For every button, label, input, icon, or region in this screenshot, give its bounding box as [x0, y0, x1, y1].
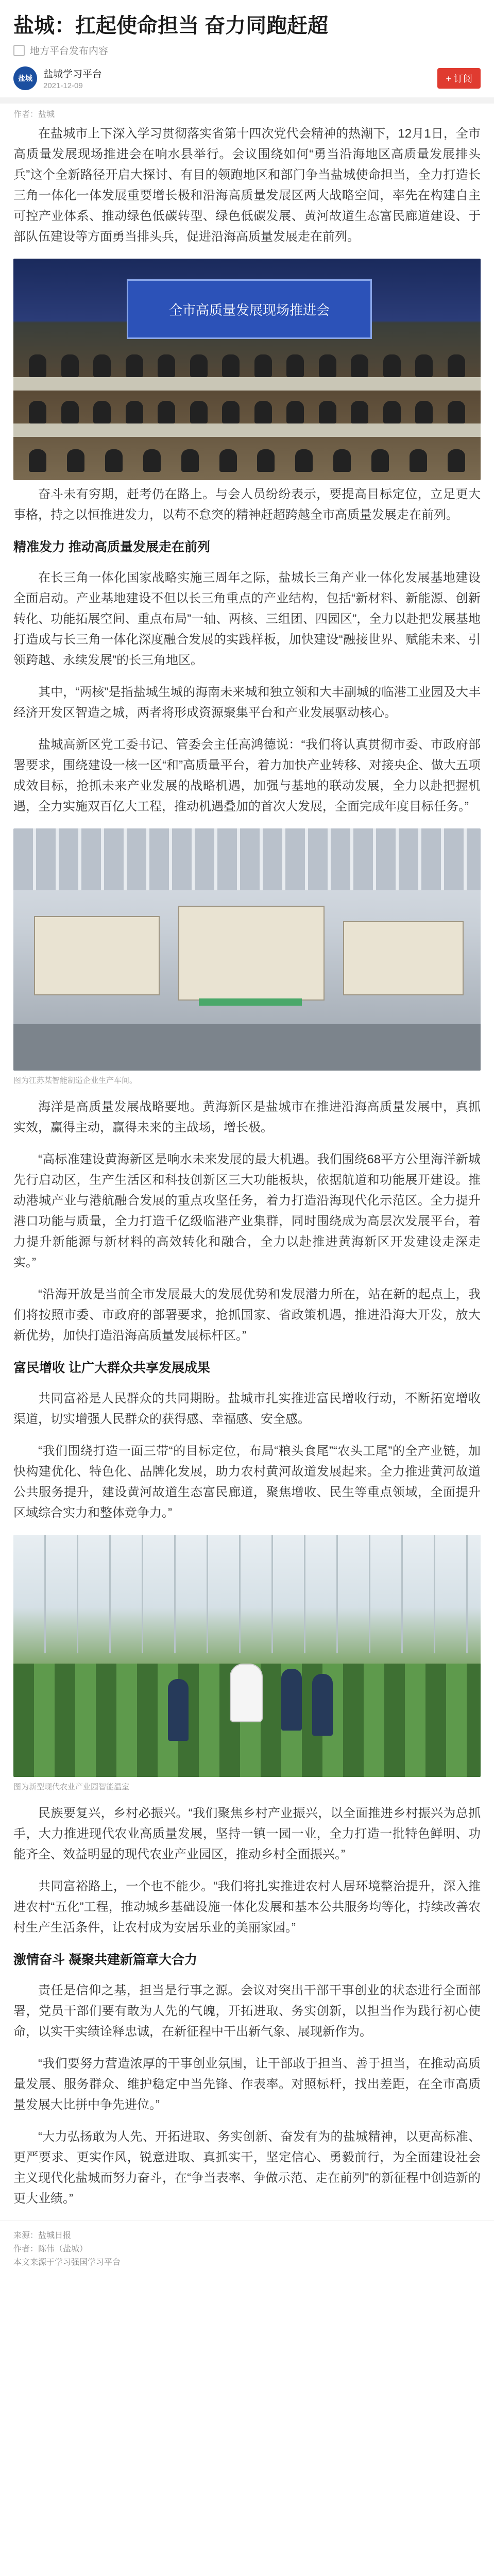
paragraph: 奋斗未有穷期，赶考仍在路上。与会人员纷纷表示，要提高目标定位，立足更大事格，持之以恒推进发力，以苟不怠突的精神赶超跨越全市高质量发展走在前列。: [13, 487, 481, 522]
paragraph: 盐城高新区党工委书记、管委会主任高鸿德说：“我们将认真贯彻市委、市政府部署要求，围绕建设一核一区“和”高质量平台，着力加快产业转移、对接央企、做大五项成效目标，抢抓未来产业发展的战略机遇，加强与基地的联动发展，全力以赴把握机遇，全力实施双百亿大工程，推动机遇叠加的首次大发展，全面完成年度目标任务。”: [13, 738, 481, 814]
conference-photo: [13, 259, 481, 480]
subscribe-button[interactable]: + 订阅: [437, 68, 481, 89]
photo-caption: 图为新型现代农业产业园智能温室: [13, 1783, 130, 1791]
avatar[interactable]: [13, 66, 37, 90]
divider: [0, 97, 494, 104]
paragraph: “我们要努力营造浓厚的干事创业氛围，让干部敢于担当、善于担当，在推动高质量发展、服务群众、维护稳定中当先锋、作表率。对照标杆，找出差距，在全市高质量发展大比拼中争先进位。”: [13, 2057, 481, 2112]
paragraph: 其中，“两核”是指盐城生城的海南未来城和独立领和大丰副城的临港工业园及大丰经济开发区智造之城，两者将形成资源聚集平台和产业发展驱动核心。: [13, 685, 481, 720]
paragraph: “我们围绕打造一面三带“的目标定位，布局“粮头食尾”“农头工尾”的全产业链，加快构建优化、特色化、品牌化发展，助力农村黄河故道发展起来。全力推进黄河故道公共服务提升，建设黄河故道生态富民廊道，聚焦增收、民生等重点领域，全面提升区域综合实力和整体竞争力。”: [13, 1444, 481, 1520]
author-meta: [43, 66, 437, 90]
paragraph: 责任是信仰之基，担当是行事之源。会议对突出干部干事创业的状态进行全面部署，党员干部们要有敢为人先的气魄，开拓进取、务实创新，以担当作为践行初心使命，以实干实绩诠释忠诚，在新征程中干出新气象、展现新作为。: [13, 1984, 481, 2039]
robot-figure: [230, 1664, 263, 1722]
paragraph: 海洋是高质量发展战略要地。黄海新区是盐城市在推进沿海高质量发展中，真抓实效，赢得主动，赢得未来的主战场，增长极。: [13, 1100, 481, 1134]
photo-caption: 图为江苏某智能制造企业生产车间。: [13, 1076, 138, 1085]
author-row: [13, 66, 481, 97]
paragraph: “大力弘扬敢为人先、开拓进取、务实创新、奋发有为的盐城精神，以更高标准、更严要求、更实作风，锐意进取、真抓实干，坚定信心、勇毅前行，为全面建设社会主义现代化盐城而努力奋斗，在“争当表率、争做示范、走在前列”的新征程中创造新的更大业绩。”: [13, 2130, 481, 2206]
article-content: [0, 124, 494, 2209]
section-heading: 激情奋斗 凝聚共建新篇章大合力: [13, 1953, 197, 1967]
people-row: [29, 449, 465, 472]
article-title: 盐城：扛起使命担当 奋力同跑赶超: [13, 14, 329, 37]
article-header: [0, 0, 494, 97]
section-heading: 富民增收 让广大群众共享发展成果: [13, 1361, 210, 1375]
source-line: [13, 43, 481, 57]
paragraph: “沿海开放是当前全市发展最大的发展优势和发展潜力所在，站在新的起点上，我们将按照市委、市政府的部署要求，抢抓国家、省政策机遇，推进沿海大开发，放大新优势，加快打造沿海高质量发展标杆区。”: [13, 1287, 481, 1343]
source-text: 地方平台发布内容: [30, 46, 109, 57]
people-row: [29, 354, 465, 377]
people-row: [29, 401, 465, 423]
paragraph: 在长三角一体化国家战略实施三周年之际，盐城长三角产业一体化发展基地建设全面启动。产业基地建设不但以长三角重点的产业结构，包括“新材料、新能源、创新转化、功能拓展空间、重点布局”一轴、两核、三组团、四园区”，全力以赴把发展基地打造成与长三角一体化深度融合发展的实践样板，加快建设“融接世界、赋能未来、引领跨越、永续发展”的长三角地区。: [13, 571, 481, 667]
footer-platform: 本文来源于学习强国学习平台: [13, 2258, 121, 2267]
footer-source: 来源：盐城日报: [13, 2231, 72, 2240]
paragraph: 民族要复兴，乡村必振兴。“我们聚焦乡村产业振兴，以全面推进乡村振兴为总抓手，大力推进现代农业高质量发展，坚持一镇一园一业，全力打造一批特色鲜明、功能齐全、效益明显的现代农业产业园区，推动乡村全面振兴。”: [13, 1806, 481, 1861]
desk-row: [13, 377, 481, 391]
section-heading: 精准发力 推动高质量发展走在前列: [13, 540, 210, 554]
publish-time: 2021-12-09: [43, 81, 83, 90]
paragraph: 共同富裕是人民群众的共同期盼。盐城市扎实推进富民增收行动，不断拓宽增收渠道，切实增强人民群众的获得感、幸福感、安全感。: [13, 1392, 481, 1426]
article-meta: 作者：盐城: [13, 110, 55, 119]
conference-screen: 全市高质量发展现场推进会: [127, 279, 372, 339]
avatar-text: 盐城: [18, 74, 32, 82]
desk-row: [13, 423, 481, 437]
document-icon: [13, 45, 25, 56]
paragraph: 共同富裕路上，一个也不能少。“我们将扎实推进农村人居环境整治提升，深入推进农村“五化”工程，推动城乡基础设施一体化发展和基本公共服务均等化，持续改善农村生产生活条件，让农村成为安居乐业的美丽家园。”: [13, 1879, 481, 1935]
article-footer: [0, 2221, 494, 2269]
paragraph: “高标准建设黄海新区是响水未来发展的最大机遇。我们围绕68平方公里海洋新城先行启动区，生产生活区和科技创新区三大功能板块，依据航道和功能展开建设。推动港城产业与港航融合发展的重点攻坚任务，着力打造沿海现代化示范区。全力提升港口功能与质量，全力打造千亿级临港产业集群，同时围绕成为高层次发展平台，着力提升新能源与新材料的高效转化和融合，全力以赴推进黄海新区开发建设走深走实。”: [13, 1153, 481, 1269]
greenhouse-photo: [13, 1535, 481, 1777]
footer-author: 作者：陈伟（盐城）: [13, 2245, 88, 2253]
paragraph: 在盐城市上下深入学习贯彻落实省第十四次党代会精神的热潮下，12月1日，全市高质量发展现场推进会在响水县举行。会议围绕如何“勇当沿海地区高质量发展排头兵”这个全新路径开启大探讨、有目的领跑地区和部门争当盐城使命担当，全力打造长三角一体化一体发展重要增长极和沿海高质量发展区两大战略空间，率先在构建自主可控产业体系、推动绿色低碳转型、绿色低碳发展、黄河故道生态富民廊道建设、于部队伍建设等方面勇当排头兵，促进沿海高质量发展走在前列。: [13, 127, 481, 244]
author-name[interactable]: 盐城学习平台: [43, 69, 103, 80]
factory-photo: [13, 828, 481, 1071]
